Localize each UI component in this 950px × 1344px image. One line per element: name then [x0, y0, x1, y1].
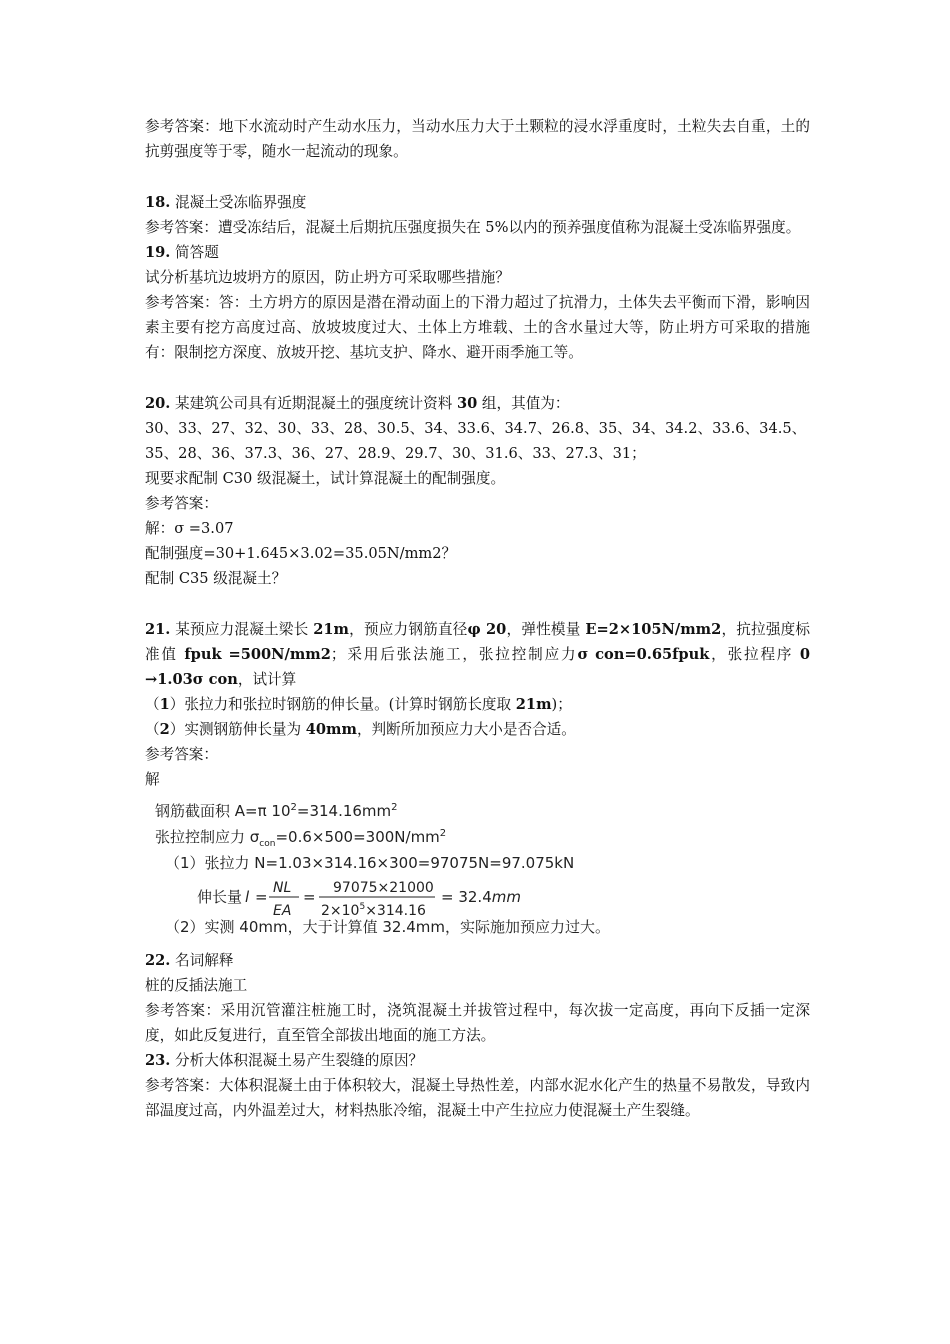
fig-eq2: = [303, 888, 316, 906]
fig-line5: （2）实测 40mm，大于计算值 32.4mm，实际施加预应力过大。 [165, 918, 611, 936]
fig-den2-tail: ×314.16 [365, 903, 426, 919]
fig-line2 [155, 828, 446, 849]
q21-text: ；采用后张法施工，张拉控制应力 [330, 646, 578, 663]
q21-text: ，弹性模量 [506, 621, 586, 638]
q19-question: 试分析基坑边坡坍方的原因，防止坍方可采取哪些措施？ [145, 269, 510, 286]
q21-sub2-paren: （ [145, 721, 160, 738]
q22-number: 22. [145, 952, 171, 969]
q21-text: ，试计算 [237, 671, 297, 688]
q22-answer: 参考答案：采用沉管灌注桩施工时，浇筑混凝土并拔管过程中，每次拔一定高度，再向下反插一定深度，如此反复进行，直至管全部拔出地面的施工方法。 [145, 1002, 810, 1044]
q21-sub1-text: ）张拉力和张拉时钢筋的伸长量。(计算时钢筋长度取 [169, 696, 516, 713]
q22-title: 名词解释 [175, 952, 234, 969]
q18-title: 混凝土受冻临界强度 [175, 194, 307, 211]
q21-procedure: 0 →1.03σ con [145, 646, 810, 688]
q21-modulus: E=2×105N/mm2 [585, 621, 722, 638]
q21-diameter: φ 20 [467, 621, 507, 638]
q21-solution-figure [153, 798, 633, 938]
fig-ten: 10 [266, 802, 291, 820]
q20-solution-line2: 配制强度=30+1.645×3.02=35.05N/mm2？ [145, 545, 457, 562]
q21-text: ，预应力钢筋直径 [348, 621, 468, 638]
fig-stress-label: 张拉控制应力 [155, 828, 250, 846]
q20-solution-line3: 配制 C35 级混凝土？ [145, 570, 287, 587]
q21-text: 某预应力混凝土梁长 [175, 621, 314, 638]
q23-title: 分析大体积混凝土易产生裂缝的原因？ [175, 1052, 424, 1069]
q20-values-line1: 30、33、27、32、30、33、28、30.5、34、33.6、34.7、26.8、35、34、34.2、33.6、34.5、 [145, 420, 807, 437]
q20-title-part: 某建筑公司具有近期混凝土的强度统计资料 [175, 395, 457, 412]
q21-sub2-tail: ，判断所加预应力大小是否合适。 [356, 721, 576, 738]
fig-pi: π [257, 802, 267, 820]
fig-line3: （1）张拉力 N=1.03×314.16×300=97075N=97.075kN [165, 854, 575, 872]
q22-term: 桩的反插法施工 [145, 977, 248, 994]
fig-den2 [321, 902, 426, 919]
q21-text: ，张拉程序 [709, 646, 800, 663]
fig-area-label: 钢筋截面积 A= [155, 802, 258, 820]
fig-l: l [245, 888, 250, 906]
fig-exp: 2 [391, 802, 398, 813]
q23-heading [145, 1048, 810, 1073]
q21-sub2-measure: 40mm [305, 721, 357, 738]
fig-num1: NL [273, 880, 292, 896]
q21-sub1-number: 1 [159, 696, 170, 713]
q21-solution-label: 解 [145, 771, 160, 788]
q19-number: 19. [145, 244, 171, 261]
q20-solution-line1: 解：σ =3.07 [145, 520, 234, 537]
q22-heading [145, 948, 810, 973]
q21-question [145, 617, 810, 692]
fig-elong-label: 伸长量 [197, 888, 243, 906]
intro-answer: 参考答案：地下水流动时产生动水压力，当动水压力大于土颗粒的浸水浮重度时，土粒失去自重，土的抗剪强度等于零，随水一起流动的现象。 [145, 118, 810, 160]
q19-answer: 参考答案：答：土方坍方的原因是潜在滑动面上的下滑力超过了抗滑力，土体失去平衡而下滑，影响因素主要有挖方高度过高、放坡坡度过大、土体上方堆载、土的含水量过大等，防止坍方可采取的措施有：限制挖方深度、放坡开挖、基坑支护、降水、避开雨季施工等。 [145, 294, 810, 361]
fig-den1: EA [273, 903, 292, 919]
q20-answer-label: 参考答案： [145, 495, 218, 512]
fig-eq: = [255, 888, 268, 906]
fig-con: con [259, 839, 276, 849]
q18-answer: 参考答案：遭受冻结后，混凝土后期抗压强度损失在 5%以内的预养强度值称为混凝土受冻临界强度。 [145, 219, 801, 236]
q19-title: 简答题 [175, 244, 219, 261]
fig-exp: 2 [290, 802, 297, 813]
q18-heading [145, 190, 810, 215]
q20-count: 30 [456, 395, 478, 412]
q23-number: 23. [145, 1052, 171, 1069]
q20-task: 现要求配制 C30 级混凝土，试计算混凝土的配制强度。 [145, 470, 506, 487]
q21-sub2 [145, 717, 810, 742]
q21-fpuk: fpuk =500N/mm2 [184, 646, 331, 663]
q21-sub2-text: ）实测钢筋伸长量为 [169, 721, 306, 738]
fig-line1 [155, 802, 398, 820]
q23-answer: 参考答案：大体积混凝土由于体积较大，混凝土导热性差，内部水泥水化产生的热量不易散发，导致内部温度过高，内外温差过大，材料热胀冷缩，混凝土中产生拉应力使混凝土产生裂缝。 [145, 1077, 810, 1119]
fig-den2-base: 2×10 [321, 903, 360, 919]
q21-sub1 [145, 692, 810, 717]
fig-result-unit: mm [491, 888, 521, 906]
fig-result-value: = 32.4 [441, 888, 492, 906]
q21-sub1-tail: )； [551, 696, 572, 713]
fig-num2: 97075×21000 [333, 880, 434, 896]
q21-sub2-number: 2 [159, 721, 170, 738]
fig-exp: 2 [439, 828, 447, 839]
q21-number: 21. [145, 621, 171, 638]
q21-sub1-paren: （ [145, 696, 160, 713]
q20-values-line2: 35、28、36、37.3、36、27、28.9、29.7、30、31.6、33、27.3、31； [145, 445, 646, 462]
fig-sigma: σ [249, 828, 260, 846]
q20-number: 20. [145, 395, 171, 412]
q21-length: 21m [313, 621, 349, 638]
fig-stress-value: =0.6×500=300N/mm [275, 828, 440, 846]
q21-sub1-length: 21m [515, 696, 552, 713]
document-page [145, 114, 810, 1123]
q21-control-stress: σ con=0.65fpuk [577, 646, 710, 663]
q20-title-tail: 组，其值为： [477, 395, 570, 412]
fig-result [441, 888, 521, 906]
q19-heading [145, 240, 810, 265]
q18-number: 18. [145, 194, 171, 211]
fig-den2-exp: 5 [359, 902, 366, 912]
q21-answer-label: 参考答案： [145, 746, 218, 763]
fig-area-value: =314.16mm [296, 802, 392, 820]
q20-heading [145, 391, 810, 416]
q21-text: ，抗拉强度标准值 [145, 621, 811, 663]
